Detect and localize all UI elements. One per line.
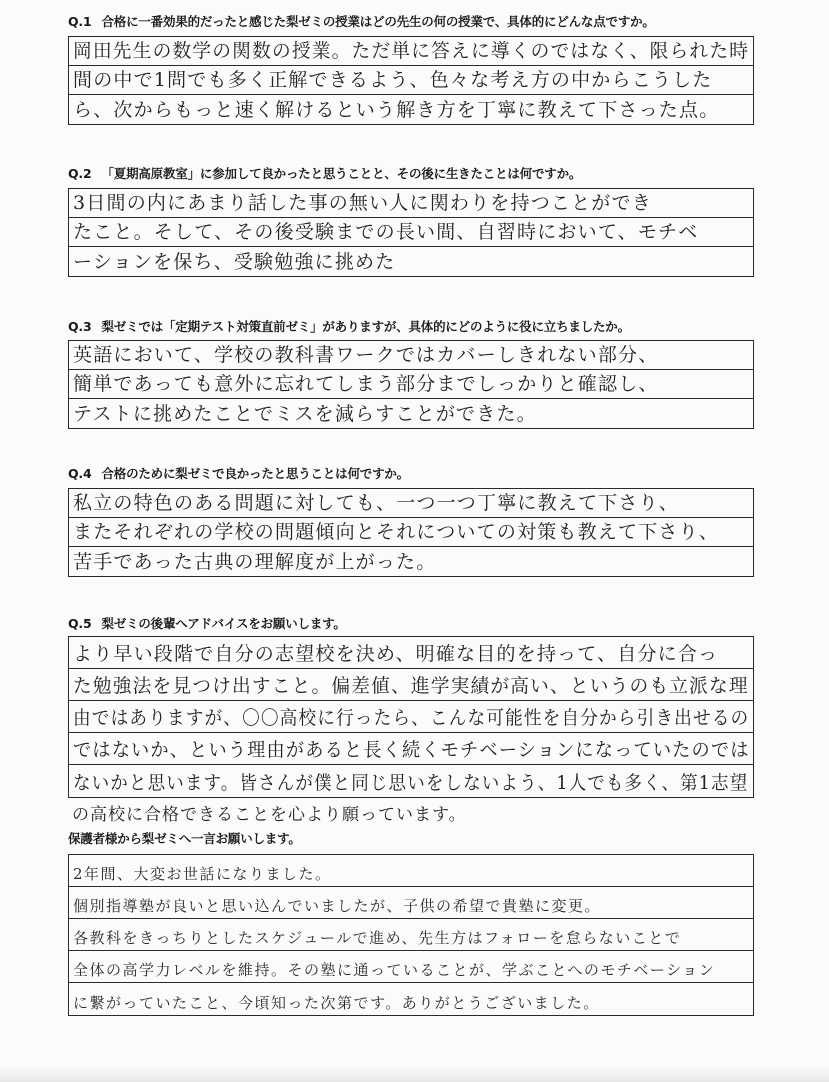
parent-answer-line-5: に繋がっていたこと、今頃知った次第です。ありがとうございました。 [73, 994, 600, 1012]
answer-box-2 [68, 188, 754, 277]
answer-5-line [69, 733, 753, 765]
answer-2-line-2: たこと。そして、その後受験までの長い間、自習時において、モチベ [73, 221, 699, 243]
answer-1-line [69, 37, 753, 66]
question-4-number: Q.4 [68, 466, 92, 481]
answer-2-line-1: 3日間の内にあまり話した事の無い人に関わりを持つことができ [73, 192, 652, 214]
question-4 [68, 464, 768, 482]
parent-question [68, 829, 768, 847]
answer-5-line-4: ではないか、という理由があると長く続くモチベーションになっていたのでは [73, 739, 750, 761]
answer-1-line [69, 66, 753, 95]
question-5-number: Q.5 [68, 616, 92, 631]
parent-answer-line-3: 各教科をきっちりとしたスケジュールで進め、先生方はフォローを怠らないことで [73, 929, 682, 947]
answer-2-line [69, 218, 753, 247]
parent-answer-line-2: 個別指導塾が良いと思い込んでいましたが、子供の希望で貴塾に変更。 [73, 897, 602, 915]
answer-5-line [69, 765, 753, 797]
answer-3-line-2: 簡単であっても意外に忘れてしまう部分までしっかりと確認し、 [73, 373, 659, 395]
answer-1-line-1: 岡田先生の数学の関数の授業。ただ単に答えに導くのではなく、限られた時 [73, 40, 750, 62]
parent-answer-line-1: 2年間、大変お世話になりました。 [73, 865, 332, 883]
parent-answer-line [69, 919, 753, 951]
answer-5-line [69, 637, 753, 669]
parent-answer-box [68, 854, 754, 1016]
answer-4-line-3: 苦手であった古典の理解度が上がった。 [73, 551, 437, 573]
answer-5-line-5: ないかと思います。皆さんが僕と同じ思いをしないよう、1人でも多く、第1志望 [73, 772, 749, 794]
answer-1-line-2: 間の中で1問でも多く正解できるよう、色々な考え方の中からこうした [73, 69, 713, 91]
answer-2-line [69, 189, 753, 218]
answer-3-line [69, 341, 753, 370]
answer-2-line-3: ーションを保ち、受験勉強に挑めた [73, 251, 396, 273]
answer-4-line-2: またそれぞれの学校の問題傾向とそれについての対策も教えて下さり、 [73, 521, 720, 543]
question-1 [68, 12, 768, 30]
parent-answer-line [69, 983, 753, 1015]
answer-4-line-1: 私立の特色のある問題に対しても、一つ一つ丁寧に教えて下さり、 [73, 492, 680, 514]
parent-question-text: 保護者様から梨ゼミへ一言お願いします。 [68, 831, 301, 846]
answer-3-line-3: テストに挑めたことでミスを減らすことができた。 [73, 403, 537, 425]
answer-1-line-3: ら、次からもっと速く解けるという解き方を丁寧に教えて下さった点。 [73, 99, 720, 121]
answer-5-line [69, 701, 753, 733]
answer-box-5 [68, 636, 754, 798]
answer-5-line-2: た勉強法を見つけ出すこと。偏差値、進学実績が高い、というのも立派な理 [73, 675, 749, 697]
question-3-number: Q.3 [68, 319, 92, 334]
answer-5-overflow-line: の高校に合格できることを心より願っています。 [72, 805, 467, 825]
question-4-text: 合格のために梨ゼミで良かったと思うことは何ですか。 [101, 466, 409, 481]
question-1-number: Q.1 [68, 14, 92, 29]
parent-answer-line [69, 951, 753, 983]
scan-edge [0, 1066, 829, 1082]
answer-1-line [69, 95, 753, 124]
answer-4-line [69, 518, 753, 547]
question-3-text: 梨ゼミでは「定期テスト対策直前ゼミ」がありますが、具体的にどのように役に立ちましたか。 [101, 319, 630, 334]
answer-box-1 [68, 36, 754, 125]
question-5-text: 梨ゼミの後輩へアドバイスをお願いします。 [101, 616, 346, 631]
parent-answer-line-4: 全体の高学力レベルを維持。その塾に通っていることが、学ぶことへのモチベーション [73, 961, 716, 979]
parent-answer-line [69, 887, 753, 919]
question-1-text: 合格に一番効果的だったと感じた梨ゼミの授業はどの先生の何の授業で、具体的にどんな点ですか。 [101, 14, 655, 29]
answer-box-4 [68, 488, 754, 577]
question-2 [68, 164, 768, 182]
question-3 [68, 317, 768, 335]
answer-5-line-1: より早い段階で自分の志望校を決め、明確な目的を持って、自分に合っ [73, 643, 719, 665]
answer-5-line [69, 669, 753, 701]
answer-5-line-3: 由ではありますが、〇〇高校に行ったら、こんな可能性を自分から引き出せるの [73, 707, 750, 729]
answer-4-line [69, 547, 753, 576]
answer-4-line [69, 489, 753, 518]
question-5 [68, 614, 768, 632]
answer-box-3 [68, 340, 754, 429]
answer-2-line [69, 247, 753, 276]
parent-answer-line [69, 855, 753, 887]
answer-3-line [69, 370, 753, 399]
question-2-number: Q.2 [68, 166, 92, 181]
answer-3-line-1: 英語において、学校の教科書ワークではカバーしきれない部分、 [73, 344, 659, 366]
answer-3-line [69, 399, 753, 428]
question-2-text: 「夏期高原教室」に参加して良かったと思うことと、その後に生きたことは何ですか。 [101, 166, 582, 181]
